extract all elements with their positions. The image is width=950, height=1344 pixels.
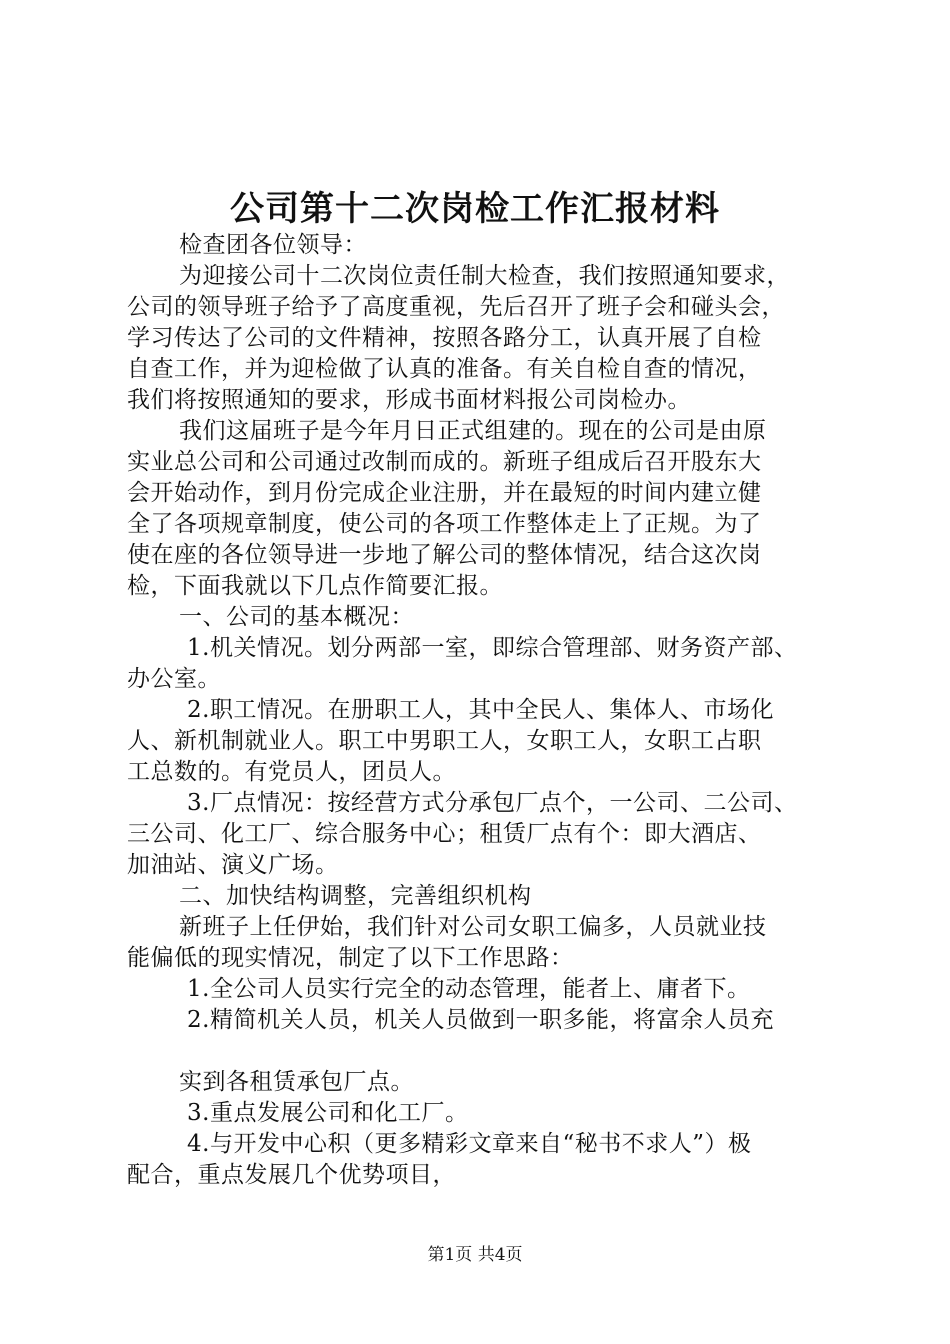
- paragraph-line: 我们将按照通知的要求，形成书面材料报公司岗检办。: [127, 387, 691, 413]
- section-heading: 一、公司的基本概况：: [179, 604, 414, 630]
- paragraph-line: 新班子上任伊始，我们针对公司女职工偏多，人员就业技: [179, 914, 767, 940]
- paragraph-line: 能偏低的现实情况，制定了以下工作思路：: [127, 945, 574, 971]
- paragraph-line: 三公司、化工厂、综合服务中心；租赁厂点有个：即大酒店、: [127, 821, 762, 847]
- list-item: 2.精简机关人员，机关人员做到一职多能，将富余人员充: [187, 1007, 774, 1033]
- paragraph-line: 全了各项规章制度，使公司的各项工作整体走上了正规。为了: [127, 511, 762, 537]
- page-indicator: 第1页 共4页: [427, 1245, 523, 1265]
- paragraph-line: 配合，重点发展几个优势项目，: [127, 1162, 456, 1188]
- section-heading: 二、加快结构调整，完善组织机构: [179, 883, 532, 909]
- paragraph-line: 实到各租赁承包厂点。: [179, 1069, 414, 1095]
- list-item: 3.厂点情况：按经营方式分承包厂点个，一公司、二公司、: [187, 790, 798, 816]
- list-item: 1.全公司人员实行完全的动态管理，能者上、庸者下。: [187, 976, 751, 1002]
- list-item: 2.职工情况。在册职工人，其中全民人、集体人、市场化: [187, 697, 774, 723]
- document-title: 公司第十二次岗检工作汇报材料: [230, 189, 720, 229]
- list-item: 1.机关情况。划分两部一室，即综合管理部、财务资产部、: [187, 635, 798, 661]
- paragraph-line: 会开始动作，到月份完成企业注册，并在最短的时间内建立健: [127, 480, 762, 506]
- paragraph-line: 检，下面我就以下几点作简要汇报。: [127, 573, 503, 599]
- paragraph-line: 使在座的各位领导进一步地了解公司的整体情况，结合这次岗: [127, 542, 762, 568]
- paragraph-line: 实业总公司和公司通过改制而成的。新班子组成后召开股东大: [127, 449, 762, 475]
- blank-gap: [127, 1036, 847, 1067]
- paragraph-line: 公司的领导班子给予了高度重视，先后召开了班子会和碰头会，: [127, 294, 785, 320]
- salutation-line: 检查团各位领导：: [179, 232, 367, 258]
- paragraph-line: 人、新机制就业人。职工中男职工人，女职工人，女职工占职: [127, 728, 762, 754]
- paragraph-line: 自查工作，并为迎检做了认真的准备。有关自检自查的情况，: [127, 356, 762, 382]
- list-item: 4.与开发中心积（更多精彩文章来自“秘书不求人”）极: [187, 1131, 752, 1157]
- paragraph-line: 工总数的。有党员人，团员人。: [127, 759, 456, 785]
- paragraph-line: 办公室。: [127, 666, 221, 692]
- document-body: [127, 230, 847, 1191]
- list-item: 3.重点发展公司和化工厂。: [187, 1100, 469, 1126]
- paragraph-line: 学习传达了公司的文件精神，按照各路分工，认真开展了自检: [127, 325, 762, 351]
- paragraph-line: 加油站、演义广场。: [127, 852, 339, 878]
- paragraph-line: 为迎接公司十二次岗位责任制大检查，我们按照通知要求，: [179, 263, 790, 289]
- paragraph-line: 我们这届班子是今年月日正式组建的。现在的公司是由原: [179, 418, 767, 444]
